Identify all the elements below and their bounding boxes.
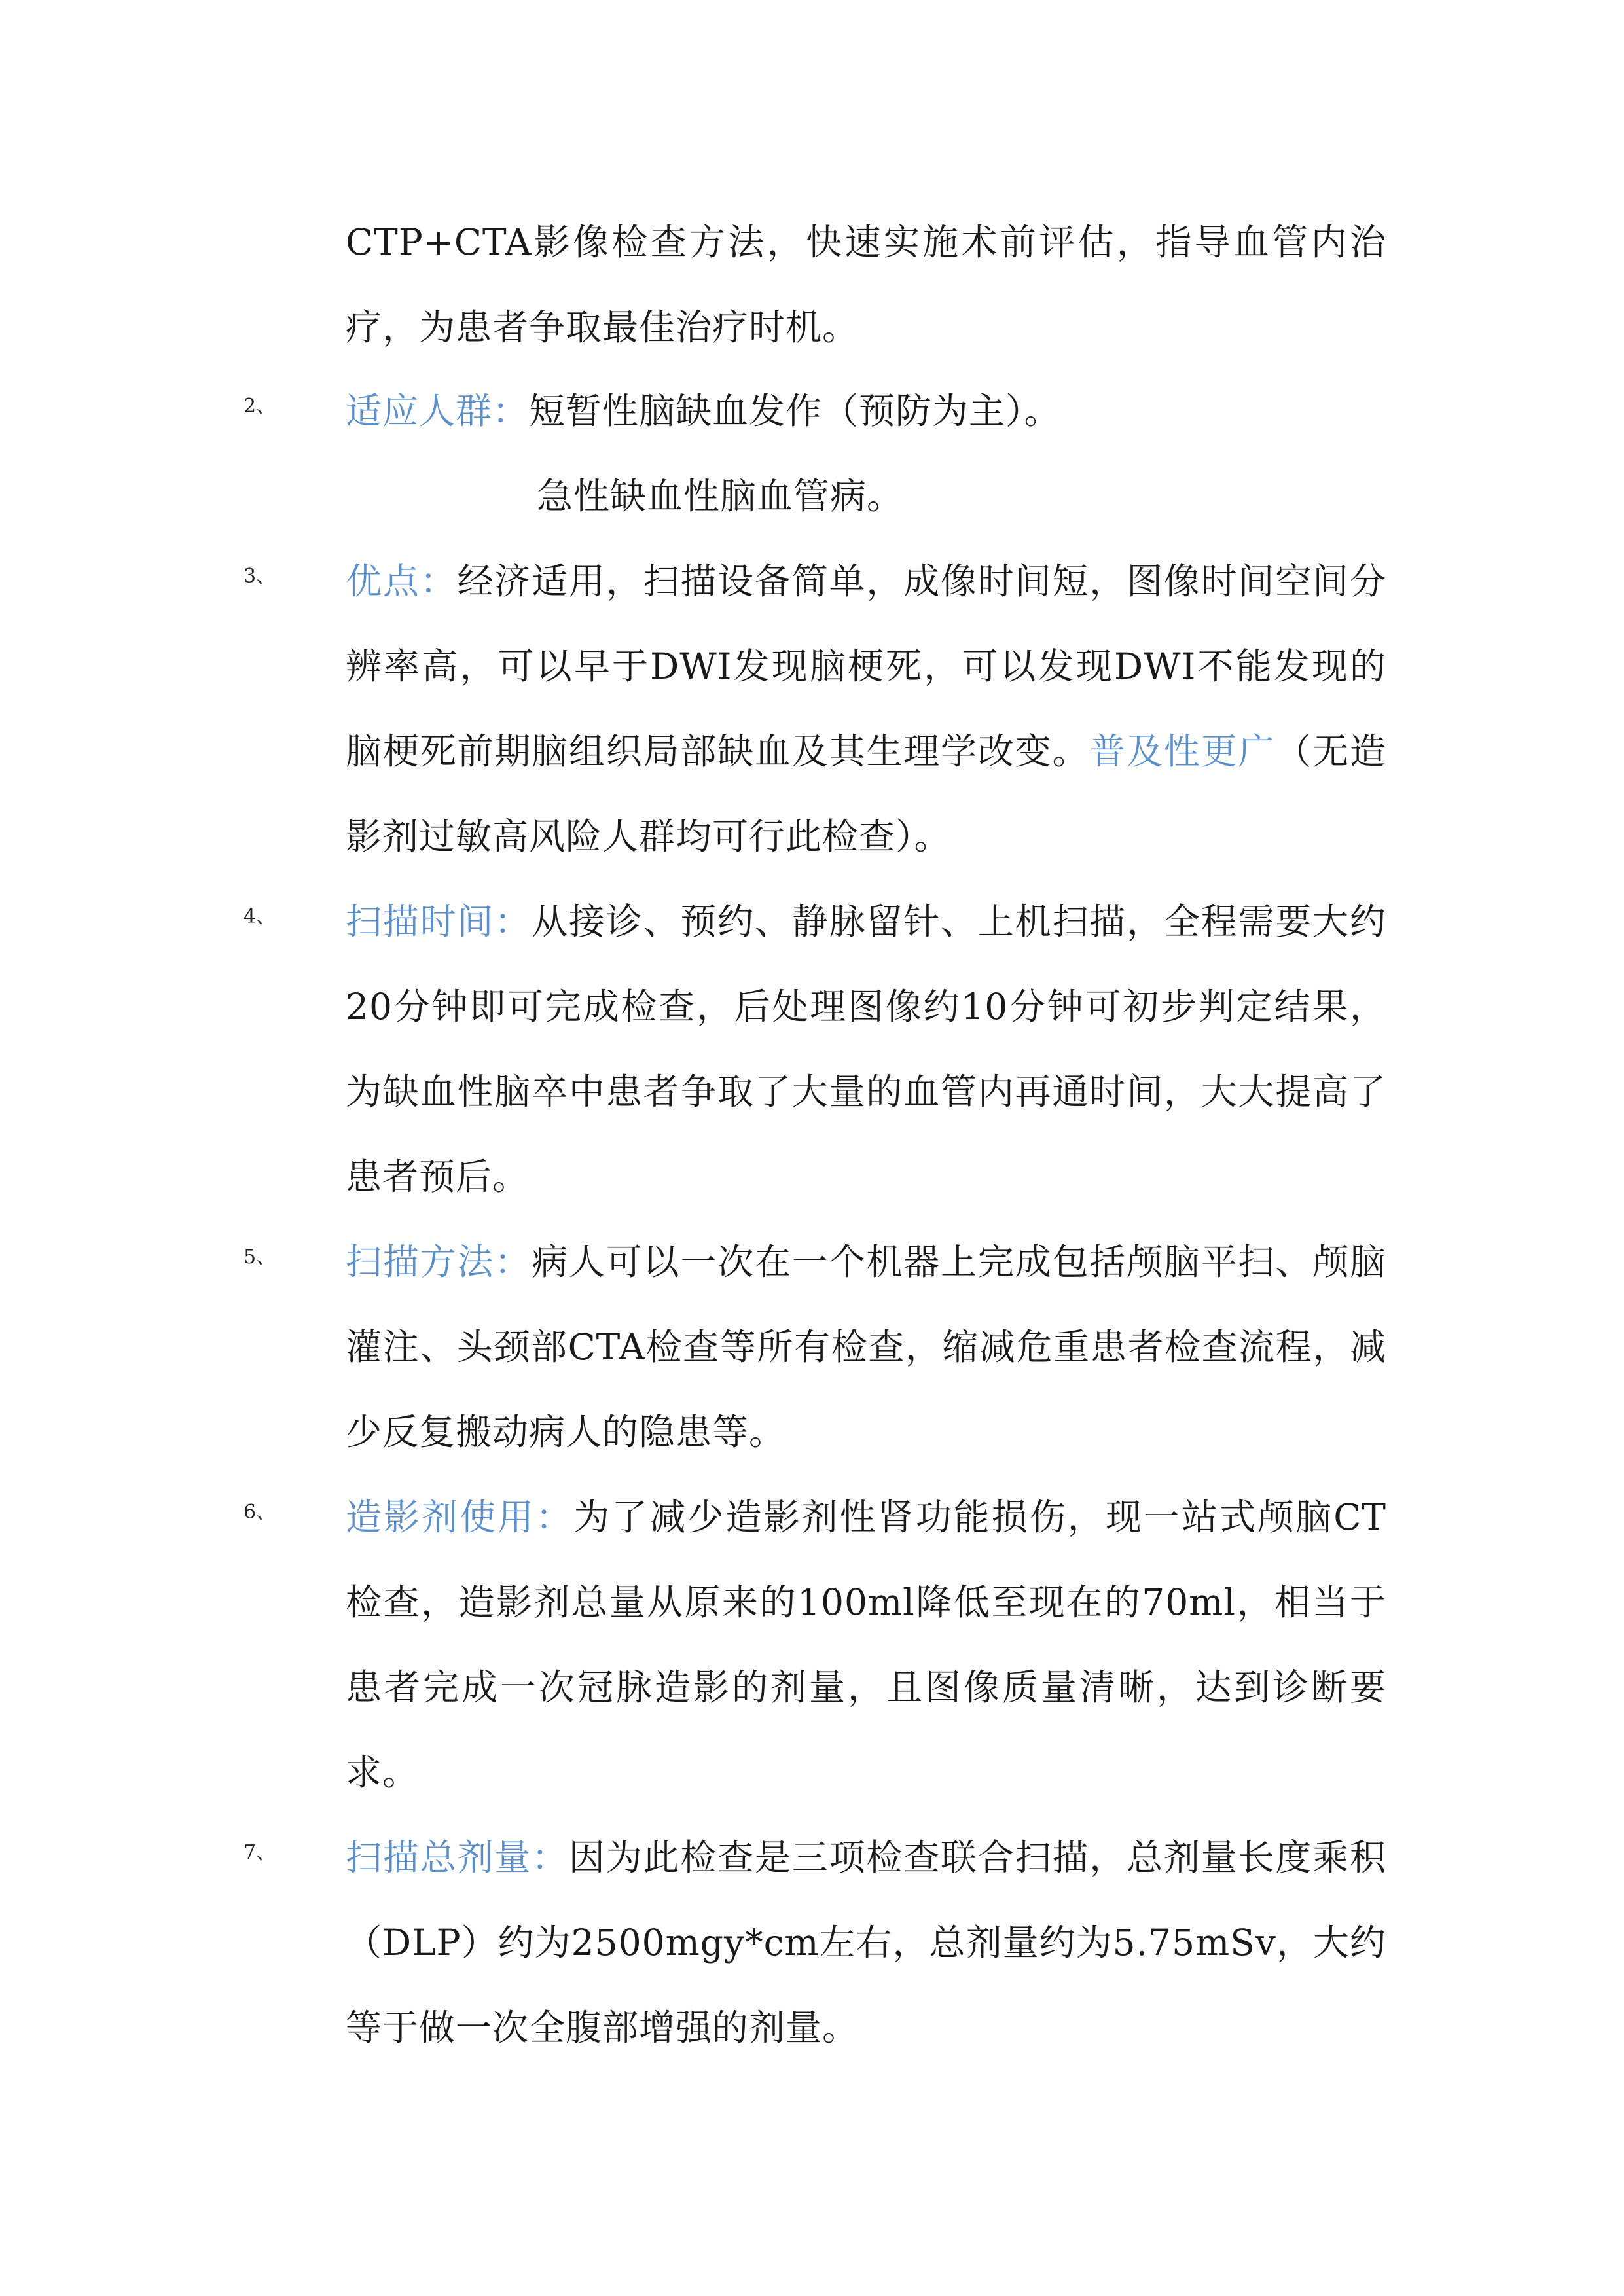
item-text: 病人可以一次在一个机器上完成包括颅脑平扫、颅脑灌注、头颈部CTA检查等所有检查，缩减危重患者检查流程，减少反复搬动病人的隐患等。 xyxy=(346,1241,1386,1453)
item-number: 4、 xyxy=(244,905,276,928)
item-label: 造影剂使用： xyxy=(346,1496,574,1538)
item-label: 优点： xyxy=(346,560,458,602)
item-label-2: 普及性更广 xyxy=(1089,730,1276,772)
item-text: 为了减少造影剂性肾功能损伤，现一站式颅脑CT检查，造影剂总量从原来的100ml降低至现在的70ml，相当于患者完成一次冠脉造影的剂量，且图像质量清晰，达到诊断要求。 xyxy=(346,1496,1386,1793)
item-label: 扫描总剂量： xyxy=(346,1837,569,1878)
item-number: 3、 xyxy=(244,565,276,588)
item-3-paragraph xyxy=(346,539,1386,879)
item-number: 2、 xyxy=(244,395,276,418)
item-4-paragraph xyxy=(346,879,1386,1219)
item-text: 因为此检查是三项检查联合扫描，总剂量长度乘积（DLP）约为2500mgy*cm左右，总剂量约为5.75mSv，大约等于做一次全腹部增强的剂量。 xyxy=(346,1837,1386,2049)
item-label: 适应人群： xyxy=(346,390,530,432)
item-text: 经济适用，扫描设备简单，成像时间短，图像时间空间分辨率高，可以早于DWI发现脑梗死，可以发现DWI不能发现的脑梗死前期脑组织局部缺血及其生理学改变。 xyxy=(346,560,1386,772)
item-text-2: （无造影剂过敏高风险人群均可行此检查）。 xyxy=(346,730,1386,857)
item-2-continuation xyxy=(537,454,1322,539)
item-text: 从接诊、预约、静脉留针、上机扫描，全程需要大约20分钟即可完成检查，后处理图像约10分钟可初步判定结果，为缺血性脑卒中患者争取了大量的血管内再通时间，大大提高了患者预后。 xyxy=(346,901,1386,1198)
item-text: 短暂性脑缺血发作（预防为主）。 xyxy=(529,390,1061,432)
item-number: 7、 xyxy=(244,1841,276,1864)
item-5-paragraph xyxy=(346,1219,1386,1475)
item-text-2: 急性缺血性脑血管病。 xyxy=(537,475,904,517)
item-number: 6、 xyxy=(244,1501,276,1524)
item-6-paragraph xyxy=(346,1475,1386,1815)
item-label: 扫描时间： xyxy=(346,901,532,942)
item-2-paragraph xyxy=(346,368,1386,454)
item-7-paragraph xyxy=(346,1815,1386,2070)
intro-paragraph: CTP+CTA影像检查方法，快速实施术前评估，指导血管内治疗，为患者争取最佳治疗时机。 xyxy=(346,221,1386,348)
item-label: 扫描方法： xyxy=(346,1241,532,1283)
item-number: 5、 xyxy=(244,1246,276,1268)
